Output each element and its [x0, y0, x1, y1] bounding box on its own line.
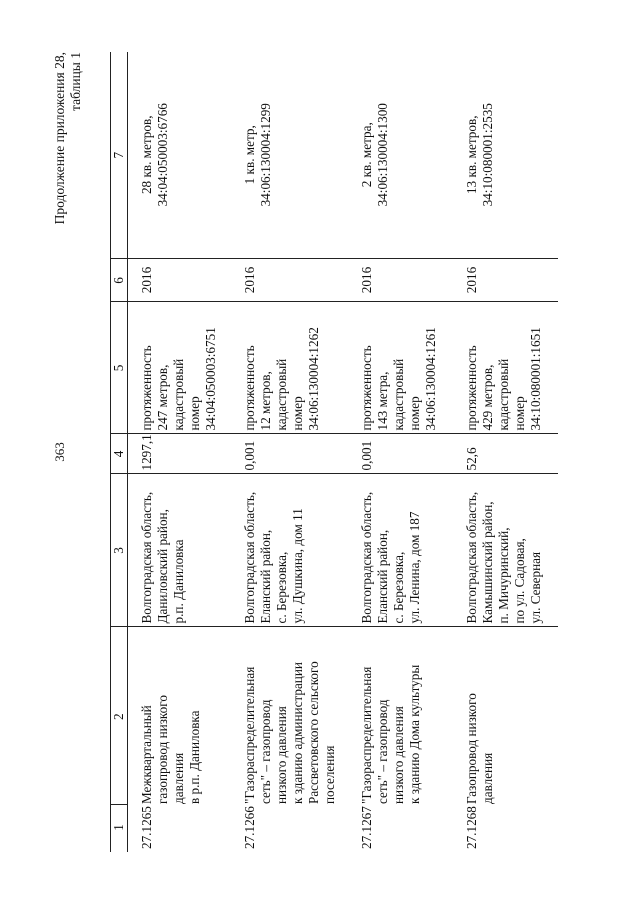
- row-number: 27.1267: [359, 806, 374, 849]
- object-characteristics: протяженность 143 метра, кадастровый номер 34:06:130004:1261: [359, 327, 438, 431]
- object-address: Волгоградская область, Еланский район, с. Березовка, ул. Ленина, дом 187: [359, 491, 422, 624]
- object-name: "Газораспределительная сеть" – газопровод низкого давления к зданию администрации Рассветовского сельского поселения: [242, 661, 337, 804]
- column-header-3: 3: [111, 474, 128, 627]
- column-header-5: 5: [111, 302, 128, 434]
- column-header-2: 2: [111, 630, 127, 806]
- column-header-1: 1: [111, 824, 126, 831]
- object-name: Межквартальный газопровод низкого давления в р.п. Даниловка: [139, 695, 202, 804]
- column-header-4: 4: [111, 434, 128, 474]
- table-row: [231, 52, 348, 852]
- object-year: 2016: [359, 266, 374, 294]
- property-table: [110, 52, 558, 852]
- object-value: 52,6: [464, 447, 479, 471]
- object-name: Газопровод низкого давления: [464, 693, 495, 804]
- column-header-6: 6: [111, 259, 128, 302]
- row-id-name-cell: [231, 627, 348, 852]
- column-number-row: [111, 52, 128, 852]
- column-header-1-2: [111, 627, 128, 852]
- object-value: 0,001: [359, 440, 374, 471]
- object-name: "Газораспределительная сеть" – газопровод низкого давления к зданию Дома культуры: [359, 664, 422, 804]
- land-plot: 1 кв. метр, 34:06:130004:1299: [242, 103, 273, 207]
- land-plot: 2 кв. метра, 34:06:130004:1300: [359, 103, 390, 207]
- page-number: 363: [52, 442, 67, 462]
- row-id-name-cell: [453, 627, 558, 852]
- land-plot: 28 кв. метров, 34:04:050003:6766: [139, 103, 170, 207]
- object-year: 2016: [139, 266, 154, 294]
- table-row: [348, 52, 453, 852]
- object-address: Волгоградская область, Даниловский район, р.п. Даниловка: [139, 491, 186, 624]
- row-number: 27.1266: [242, 806, 257, 849]
- object-year: 2016: [242, 266, 257, 294]
- land-plot: 13 кв. метров, 34:10:080001:2535: [464, 103, 495, 207]
- object-characteristics: протяженность 247 метров, кадастровый номер 34:04:050003:6751: [139, 327, 218, 431]
- object-year: 2016: [464, 266, 479, 294]
- continuation-caption: Продолжение приложения 28, таблицы 1: [52, 52, 83, 225]
- row-number: 27.1268: [464, 806, 479, 849]
- object-value: 0,001: [242, 440, 257, 471]
- row-id-name-cell: [348, 627, 453, 852]
- row-number: 27.1265: [139, 806, 154, 849]
- object-characteristics: протяженность 12 метров, кадастровый номер 34:06:130004:1262: [242, 327, 321, 431]
- object-address: Волгоградская область, Еланский район, с. Березовка, ул. Душкина, дом 11: [242, 491, 305, 624]
- object-value: 1297,1: [139, 434, 154, 471]
- column-header-7: 7: [111, 52, 128, 259]
- object-address: Волгоградская область, Камышинский район, п. Мичуринский, по ул. Садовая, ул. Северная: [464, 491, 543, 624]
- object-characteristics: протяженность 429 метров, кадастровый номер 34:10:080001:1651: [464, 327, 543, 431]
- table-row: [453, 52, 558, 852]
- row-id-name-cell: [128, 627, 232, 852]
- table-row: [128, 52, 232, 852]
